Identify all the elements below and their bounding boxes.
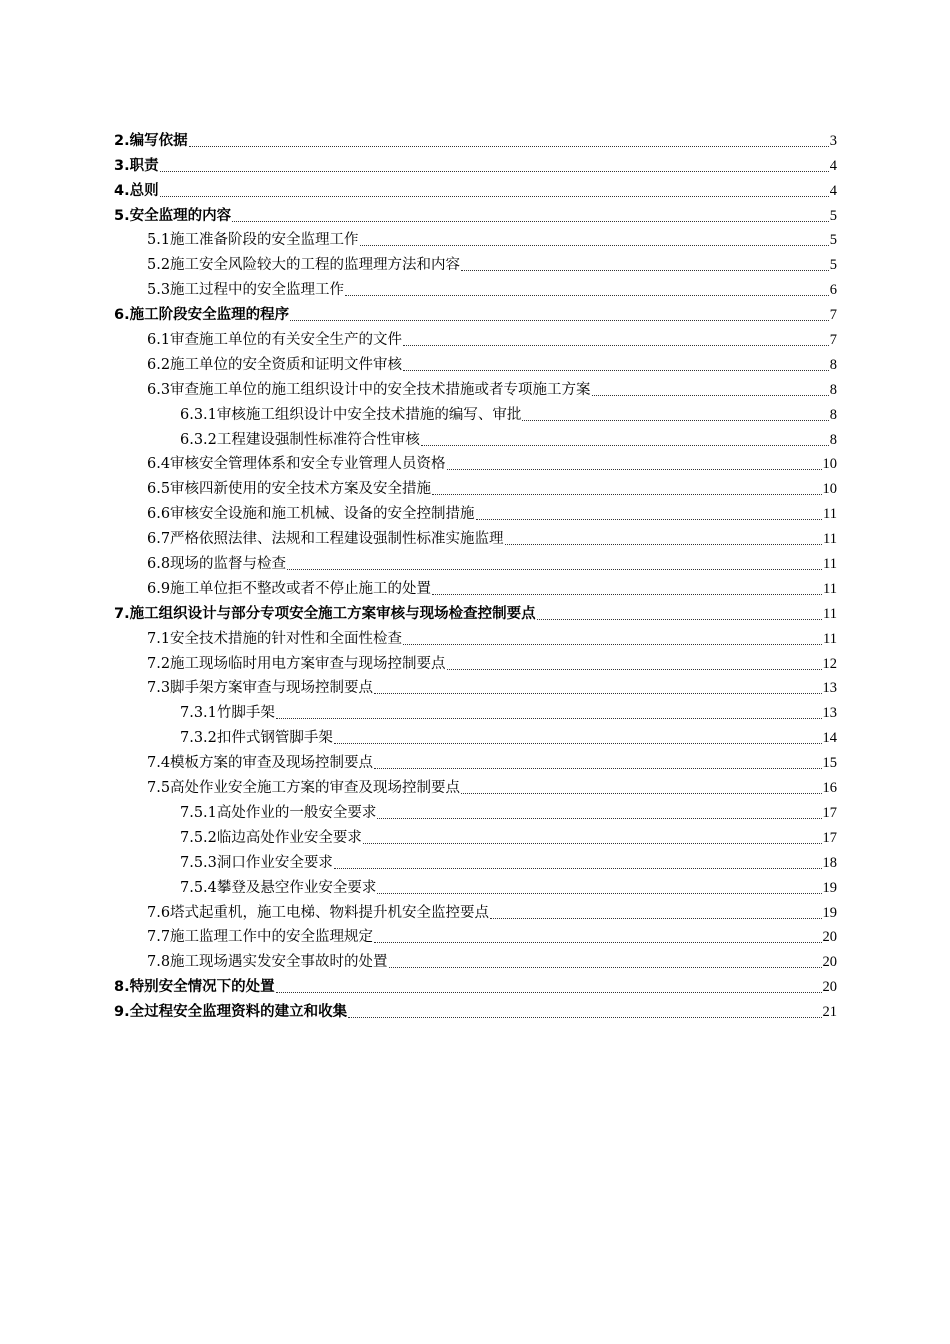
toc-entry-title: 7.3.2扣件式钢管脚手架 — [180, 730, 333, 747]
toc-entry-title: 7.3脚手架方案审查与现场控制要点 — [147, 680, 374, 697]
toc-entry-page-number: 7 — [829, 307, 837, 324]
toc-entry-page-number: 14 — [822, 730, 837, 747]
toc-entry-title: 6.6审核安全设施和施工机械、设备的安全控制措施 — [147, 506, 475, 523]
toc-entry[interactable] — [114, 226, 837, 251]
toc-dot-leader — [522, 419, 828, 421]
toc-entry-title: 7.8施工现场遇实发安全事故时的处置 — [147, 954, 388, 971]
toc-entry-title: 7.5高处作业安全施工方案的审查及现场控制要点 — [147, 780, 461, 797]
toc-dot-leader — [461, 269, 829, 271]
toc-entry-page-number: 4 — [829, 157, 837, 174]
toc-dot-leader — [476, 518, 822, 520]
toc-dot-leader — [432, 493, 821, 495]
toc-dot-leader — [232, 220, 829, 222]
toc-entry[interactable] — [114, 748, 837, 773]
toc-entry-page-number: 15 — [822, 755, 837, 772]
toc-entry[interactable] — [114, 126, 837, 151]
toc-entry[interactable] — [114, 474, 837, 499]
toc-entry-title: 6.7严格依照法律、法规和工程建设强制性标准实施监理 — [147, 531, 504, 548]
toc-entry-page-number: 11 — [823, 630, 837, 647]
toc-dot-leader — [461, 792, 821, 794]
toc-entry[interactable] — [114, 823, 837, 848]
toc-entry-title: 8.特别安全情况下的处置 — [114, 979, 275, 996]
toc-entry[interactable] — [114, 325, 837, 350]
toc-entry[interactable] — [114, 375, 837, 400]
toc-entry-title: 7.4模板方案的审查及现场控制要点 — [147, 755, 374, 772]
toc-entry-title: 6.2施工单位的安全资质和证明文件审核 — [147, 356, 403, 373]
toc-entry-title: 5.1施工准备阶段的安全监理工作 — [147, 232, 359, 249]
toc-entry-page-number: 11 — [823, 556, 837, 573]
toc-entry-page-number: 11 — [823, 605, 837, 622]
toc-entry-title: 6.1审查施工单位的有关安全生产的文件 — [147, 332, 403, 349]
toc-entry-page-number: 20 — [822, 954, 837, 971]
toc-entry-page-number: 8 — [829, 406, 837, 423]
toc-entry-title: 2.编写依据 — [114, 132, 188, 149]
toc-dot-leader — [389, 966, 822, 968]
toc-dot-leader — [421, 444, 829, 446]
toc-entry-page-number: 3 — [829, 132, 837, 149]
toc-entry-title: 6.5审核四新使用的安全技术方案及安全措施 — [147, 481, 432, 498]
toc-dot-leader — [334, 742, 822, 744]
toc-entry[interactable] — [114, 848, 837, 873]
toc-entry-title: 7.施工组织设计与部分专项安全施工方案审核与现场检查控制要点 — [114, 605, 536, 622]
toc-entry-title: 6.施工阶段安全监理的程序 — [114, 307, 290, 324]
toc-entry-page-number: 13 — [822, 680, 837, 697]
toc-entry-title: 7.5.1高处作业的一般安全要求 — [180, 804, 377, 821]
toc-entry-page-number: 8 — [829, 381, 837, 398]
toc-entry-page-number: 5 — [829, 257, 837, 274]
toc-dot-leader — [363, 842, 822, 844]
toc-dot-leader — [276, 991, 822, 993]
toc-entry[interactable] — [114, 947, 837, 972]
toc-entry-page-number: 17 — [822, 804, 837, 821]
toc-entry[interactable] — [114, 151, 837, 176]
toc-entry[interactable] — [114, 698, 837, 723]
toc-dot-leader — [447, 468, 822, 470]
toc-entry[interactable] — [114, 524, 837, 549]
toc-entry[interactable] — [114, 972, 837, 997]
toc-entry-page-number: 13 — [822, 705, 837, 722]
toc-entry[interactable] — [114, 275, 837, 300]
toc-entry-page-number: 10 — [822, 456, 837, 473]
toc-entry-title: 5.3施工过程中的安全监理工作 — [147, 282, 345, 299]
toc-entry-title: 7.2施工现场临时用电方案审查与现场控制要点 — [147, 655, 446, 672]
toc-entry-page-number: 5 — [829, 232, 837, 249]
toc-entry-page-number: 21 — [822, 1004, 837, 1021]
toc-dot-leader — [377, 892, 821, 894]
toc-entry[interactable] — [114, 400, 837, 425]
toc-dot-leader — [345, 294, 829, 296]
toc-entry-title: 7.3.1竹脚手架 — [180, 705, 275, 722]
toc-dot-leader — [160, 195, 829, 197]
toc-dot-leader — [403, 643, 822, 645]
toc-entry-title: 5.安全监理的内容 — [114, 207, 232, 224]
toc-dot-leader — [490, 917, 821, 919]
toc-entry[interactable] — [114, 649, 837, 674]
toc-dot-leader — [432, 593, 822, 595]
toc-entry-title: 5.2施工安全风险较大的工程的监理理方法和内容 — [147, 257, 461, 274]
toc-entry-page-number: 19 — [822, 879, 837, 896]
toc-entry-title: 6.3.1审核施工组织设计中安全技术措施的编写、审批 — [180, 406, 522, 423]
toc-entry-title: 4.总则 — [114, 182, 159, 199]
toc-entry[interactable] — [114, 997, 837, 1022]
toc-dot-leader — [592, 394, 829, 396]
toc-entry-page-number: 18 — [822, 854, 837, 871]
toc-entry[interactable] — [114, 798, 837, 823]
toc-entry[interactable] — [114, 549, 837, 574]
toc-entry[interactable] — [114, 873, 837, 898]
toc-dot-leader — [360, 244, 829, 246]
toc-dot-leader — [348, 1016, 821, 1018]
toc-dot-leader — [160, 170, 829, 172]
toc-entry[interactable] — [114, 499, 837, 524]
toc-dot-leader — [505, 543, 822, 545]
toc-entry-title: 7.5.2临边高处作业安全要求 — [180, 829, 362, 846]
toc-entry[interactable] — [114, 450, 837, 475]
toc-entry-title: 6.9施工单位拒不整改或者不停止施工的处置 — [147, 580, 432, 597]
toc-dot-leader — [290, 319, 829, 321]
toc-entry-page-number: 16 — [822, 780, 837, 797]
toc-entry-title: 6.3审查施工单位的施工组织设计中的安全技术措施或者专项施工方案 — [147, 381, 591, 398]
toc-dot-leader — [189, 145, 829, 147]
toc-entry-title: 6.4审核安全管理体系和安全专业管理人员资格 — [147, 456, 446, 473]
toc-entry-page-number: 11 — [823, 580, 837, 597]
toc-entry[interactable] — [114, 201, 837, 226]
toc-entry[interactable] — [114, 898, 837, 923]
toc-entry-page-number: 6 — [829, 282, 837, 299]
toc-entry-title: 7.6塔式起重机，施工电梯、物料提升机安全监控要点 — [147, 904, 490, 921]
toc-entry[interactable] — [114, 176, 837, 201]
toc-entry[interactable] — [114, 574, 837, 599]
toc-entry[interactable] — [114, 425, 837, 450]
toc-dot-leader — [374, 767, 821, 769]
toc-dot-leader — [276, 717, 822, 719]
toc-entry[interactable] — [114, 723, 837, 748]
toc-dot-leader — [537, 618, 822, 620]
toc-entry-page-number: 11 — [823, 531, 837, 548]
toc-entry-title: 7.1安全技术措施的针对性和全面性检查 — [147, 630, 403, 647]
toc-dot-leader — [447, 668, 822, 670]
toc-entry-page-number: 8 — [829, 356, 837, 373]
toc-entry[interactable] — [114, 300, 837, 325]
toc-entry-page-number: 8 — [829, 431, 837, 448]
toc-entry-page-number: 20 — [822, 929, 837, 946]
toc-entry-title: 7.5.4攀登及悬空作业安全要求 — [180, 879, 377, 896]
toc-entry[interactable] — [114, 773, 837, 798]
table-of-contents — [114, 126, 837, 1022]
toc-entry-page-number: 4 — [829, 182, 837, 199]
toc-entry[interactable] — [114, 674, 837, 699]
toc-dot-leader — [374, 941, 821, 943]
toc-entry-title: 6.8现场的监督与检查 — [147, 556, 287, 573]
toc-entry[interactable] — [114, 599, 837, 624]
toc-dot-leader — [334, 867, 822, 869]
toc-entry-page-number: 12 — [822, 655, 837, 672]
toc-entry[interactable] — [114, 250, 837, 275]
toc-dot-leader — [287, 568, 822, 570]
toc-dot-leader — [377, 817, 821, 819]
toc-entry-title: 7.5.3洞口作业安全要求 — [180, 854, 333, 871]
toc-entry-page-number: 5 — [829, 207, 837, 224]
toc-entry-title: 7.7施工监理工作中的安全监理规定 — [147, 929, 374, 946]
toc-entry-page-number: 19 — [822, 904, 837, 921]
toc-entry-title: 6.3.2工程建设强制性标准符合性审核 — [180, 431, 420, 448]
toc-entry-title: 3.职责 — [114, 157, 159, 174]
toc-dot-leader — [374, 692, 821, 694]
toc-dot-leader — [403, 344, 829, 346]
toc-entry[interactable] — [114, 624, 837, 649]
toc-entry[interactable] — [114, 923, 837, 948]
toc-entry-page-number: 17 — [822, 829, 837, 846]
toc-entry-page-number: 11 — [823, 506, 837, 523]
toc-dot-leader — [403, 369, 829, 371]
toc-entry-page-number: 7 — [829, 332, 837, 349]
toc-entry[interactable] — [114, 350, 837, 375]
toc-entry-page-number: 10 — [822, 481, 837, 498]
toc-entry-page-number: 20 — [822, 979, 837, 996]
toc-entry-title: 9.全过程安全监理资料的建立和收集 — [114, 1004, 348, 1021]
